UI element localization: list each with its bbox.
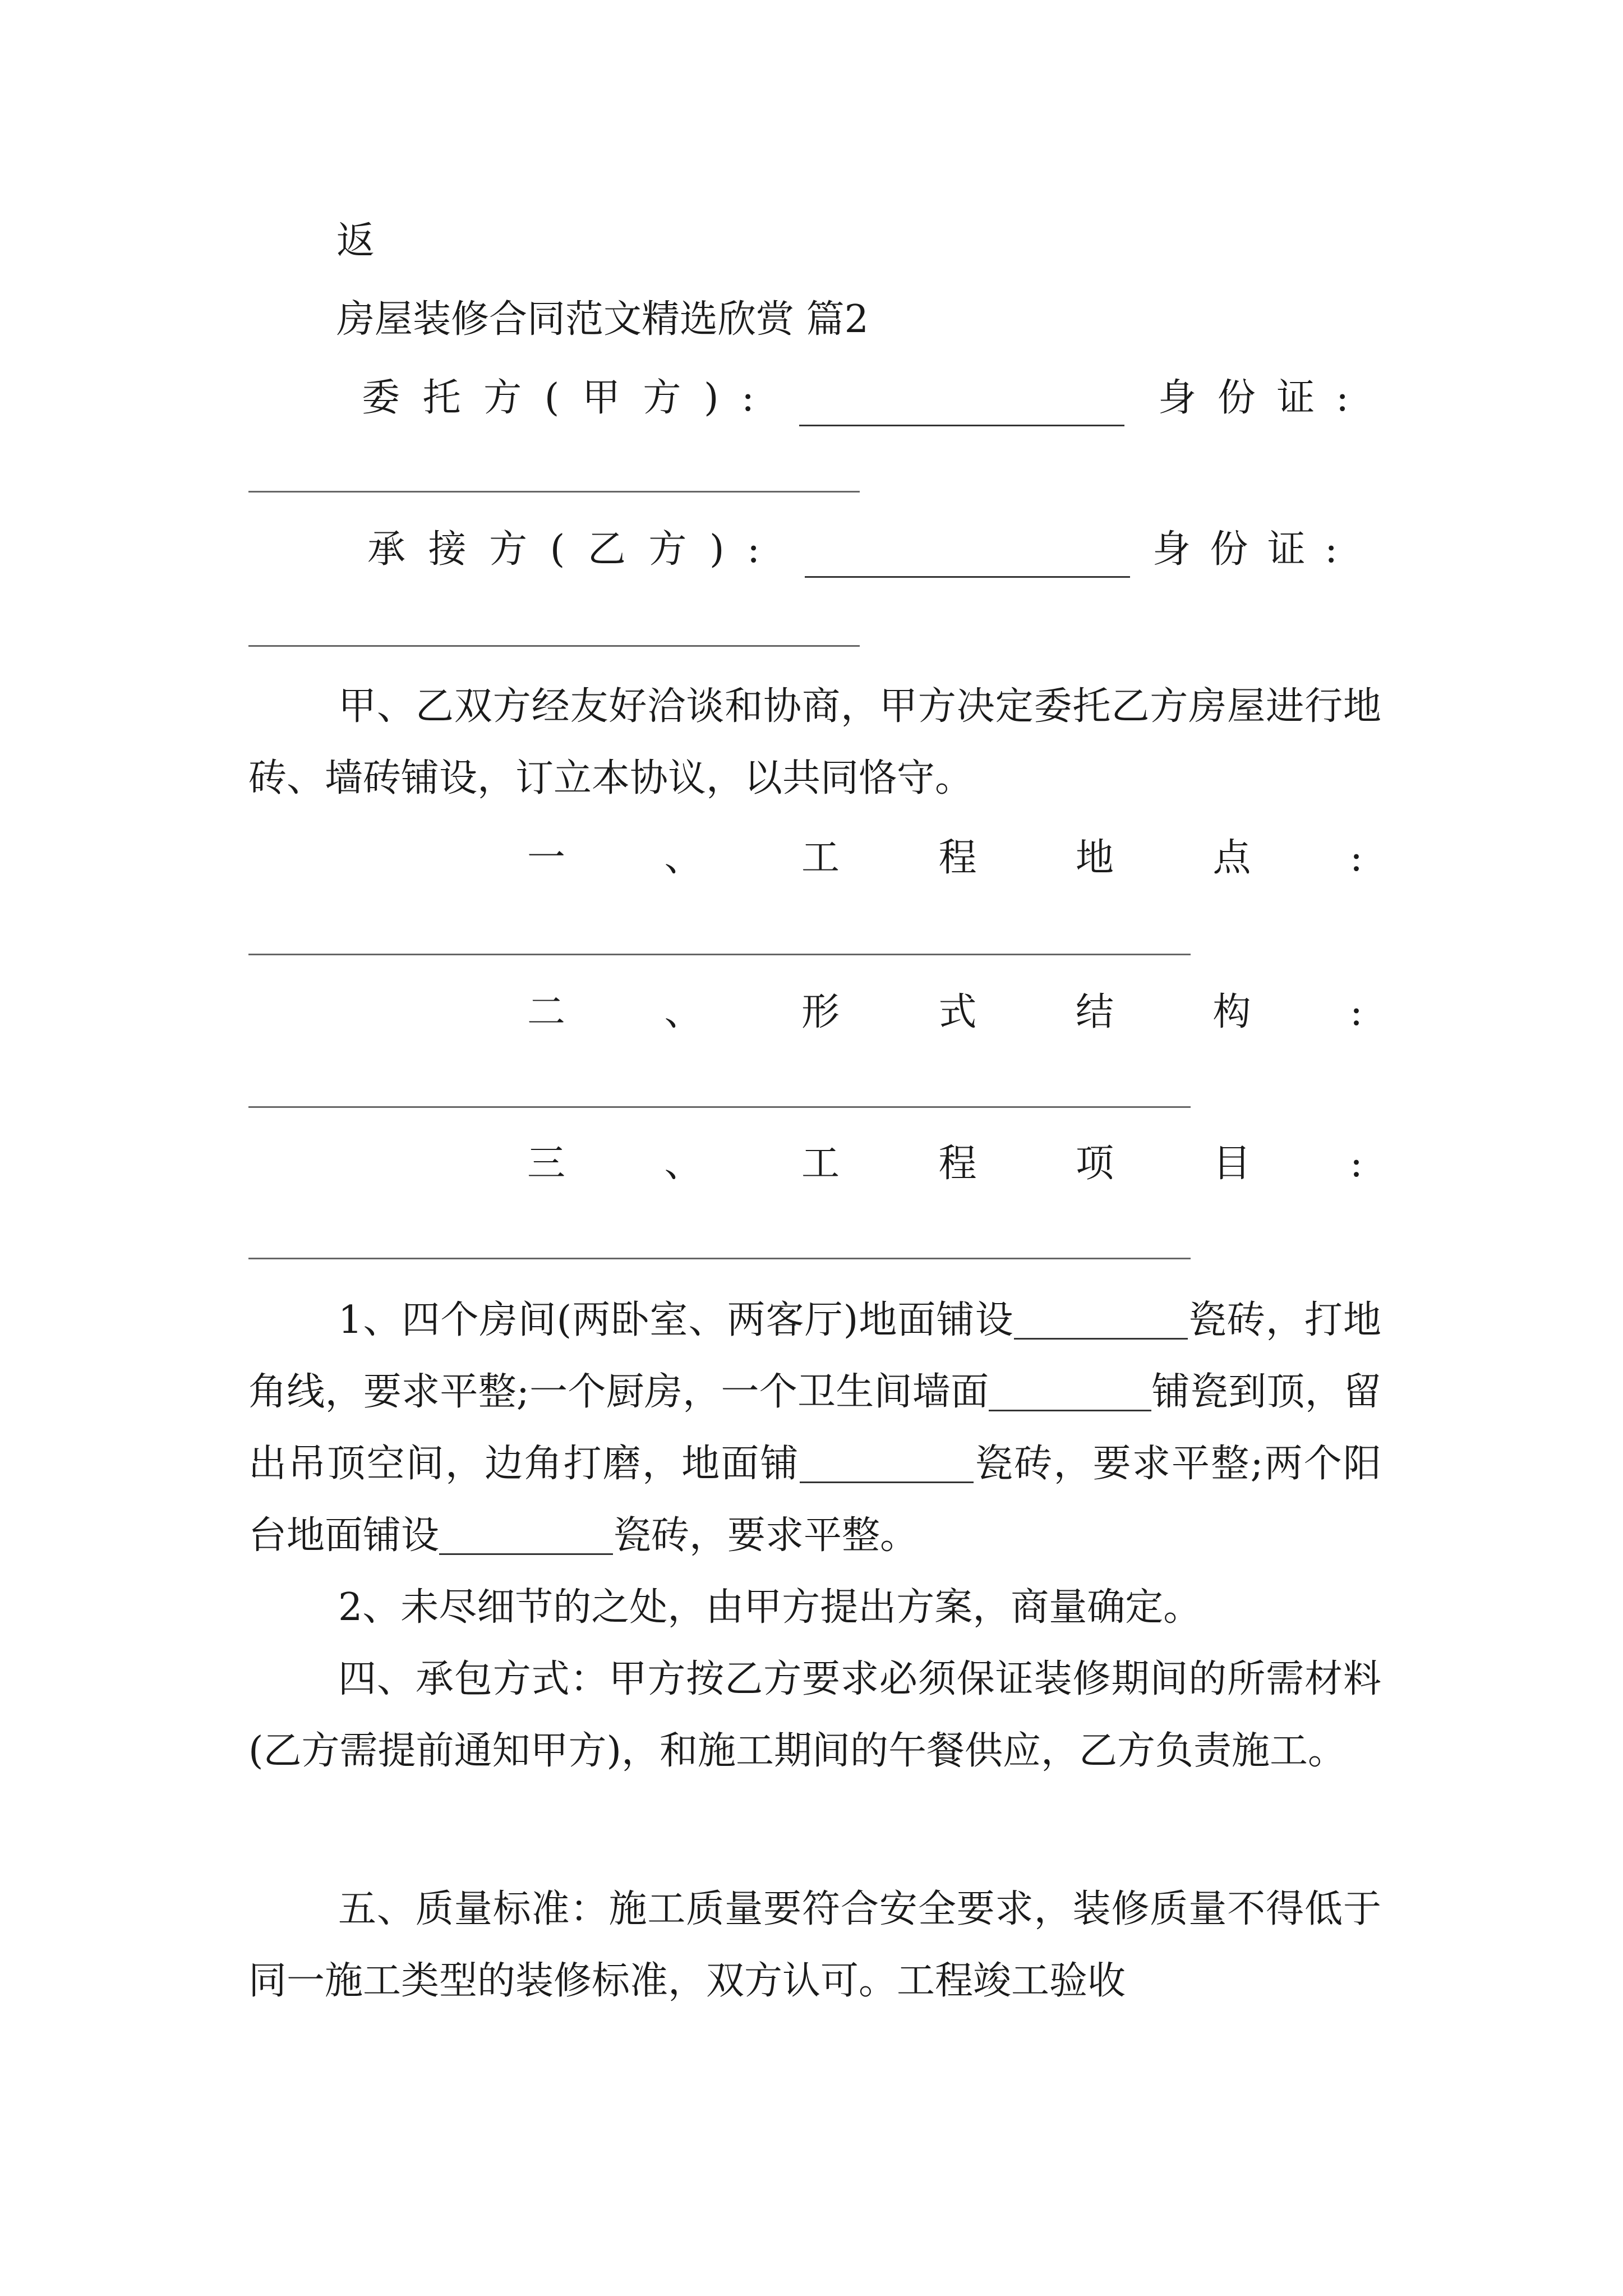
section-char: 形 — [801, 990, 840, 1034]
section-char: 程 — [938, 836, 977, 880]
top-fragment: 返 — [336, 219, 375, 263]
tile-blank — [1014, 1297, 1188, 1340]
intro-text: 甲、乙双方经友好洽谈和协商，甲方决定委托乙方房屋进行地砖、墙砖铺设，订立本协议，以共同恪守。 — [248, 684, 1381, 800]
client-id-blank — [248, 491, 860, 493]
section-char: 构 — [1212, 990, 1251, 1034]
client-name-blank — [799, 385, 1124, 426]
contractor-name-blank — [805, 537, 1130, 578]
section-char: 点 — [1212, 836, 1251, 880]
contractor-id-char: 份 — [1210, 527, 1248, 572]
item-1-text: 瓷砖，要求平整;两个阳台地面铺设 — [248, 1442, 1381, 1558]
client-id-char: 身 — [1158, 376, 1197, 420]
client-label-char: ) — [703, 376, 719, 420]
section-char: 二 — [527, 990, 566, 1034]
contractor-label-char: 承 — [367, 527, 406, 572]
client-label-char: 方 — [483, 376, 522, 420]
clause-4-text: 四、承包方式：甲方按乙方要求必须保证装修期间的所需材料(乙方需提前通知甲方)，和施工期间的午餐供应，乙方负责施工。 — [248, 1657, 1381, 1773]
contractor-label-char: 乙 — [587, 527, 626, 572]
contractor-label-char: : — [747, 527, 760, 572]
client-label-char: 托 — [422, 376, 461, 420]
contractor-label-char: ( — [550, 527, 565, 572]
section-project-location — [527, 830, 1363, 886]
item-1-paragraph — [248, 1285, 1381, 1572]
section-char: 一 — [527, 836, 566, 880]
section-char: 式 — [938, 990, 977, 1034]
contractor-label-char: 方 — [489, 527, 528, 572]
client-label-char: 方 — [643, 376, 681, 420]
section-char: 目 — [1212, 1142, 1251, 1186]
client-id-char: 份 — [1217, 376, 1256, 420]
item-1-text: 瓷砖，要求平整。 — [613, 1513, 919, 1558]
item-2-text: 2、未尽细节的之处，由甲方提出方案，商量确定。 — [338, 1585, 1202, 1630]
section-char: 程 — [938, 1142, 977, 1186]
contractor-id-char: 身 — [1152, 527, 1191, 572]
client-line — [362, 370, 1360, 426]
contractor-line — [367, 522, 1360, 578]
contractor-label-char: 方 — [648, 527, 687, 572]
clause-5-paragraph — [248, 1874, 1381, 2017]
item-1-text: 铺瓷到顶，留出吊顶空间，边角打磨，地面铺 — [248, 1370, 1381, 1486]
client-label-char: 委 — [362, 376, 400, 420]
tile-blank — [800, 1441, 974, 1483]
project-items-blank — [248, 1258, 1191, 1259]
section-char: 工 — [801, 1142, 840, 1186]
tile-blank — [989, 1369, 1151, 1411]
section-char: 、 — [664, 1142, 703, 1186]
structure-type-blank — [248, 1106, 1191, 1108]
section-char: 项 — [1076, 1142, 1114, 1186]
contractor-id-char: 证 — [1267, 527, 1306, 572]
item-1-text: 瓷砖，打地角线，要求平整;一个厨房，一个卫生间墙面 — [248, 1298, 1381, 1414]
section-char: 工 — [801, 836, 840, 880]
section-char: : — [1350, 1142, 1363, 1186]
document-heading: 房屋装修合同范文精选欣赏 篇2 — [336, 297, 869, 342]
section-char: : — [1350, 990, 1363, 1034]
client-label-char: ( — [544, 376, 560, 420]
contractor-label-char: ) — [709, 527, 725, 572]
tile-blank — [439, 1513, 613, 1555]
client-label-char: 甲 — [582, 376, 620, 420]
contractor-label-char: 接 — [428, 527, 467, 572]
item-1-text: 1、四个房间(两卧室、两客厅)地面铺设 — [338, 1298, 1014, 1342]
section-char: 地 — [1076, 836, 1114, 880]
section-char: 、 — [664, 836, 703, 880]
clause-5-text: 五、质量标准：施工质量要符合安全要求，装修质量不得低于同一施工类型的装修标准，双方认可。工程竣工验收 — [248, 1887, 1381, 2003]
client-label-char: : — [741, 376, 754, 420]
item-2-paragraph — [248, 1572, 1381, 1644]
section-project-items — [527, 1136, 1363, 1192]
contractor-id-char: : — [1325, 527, 1338, 572]
client-id-char: : — [1336, 376, 1349, 420]
section-char: : — [1350, 836, 1363, 880]
section-char: 三 — [527, 1142, 566, 1186]
client-id-char: 证 — [1276, 376, 1315, 420]
intro-paragraph — [248, 671, 1381, 815]
section-structure-type — [527, 984, 1363, 1041]
clause-4-paragraph — [248, 1644, 1381, 1787]
contractor-id-blank — [248, 645, 860, 647]
section-char: 结 — [1076, 990, 1114, 1034]
section-char: 、 — [664, 990, 703, 1034]
project-location-blank — [248, 954, 1191, 955]
